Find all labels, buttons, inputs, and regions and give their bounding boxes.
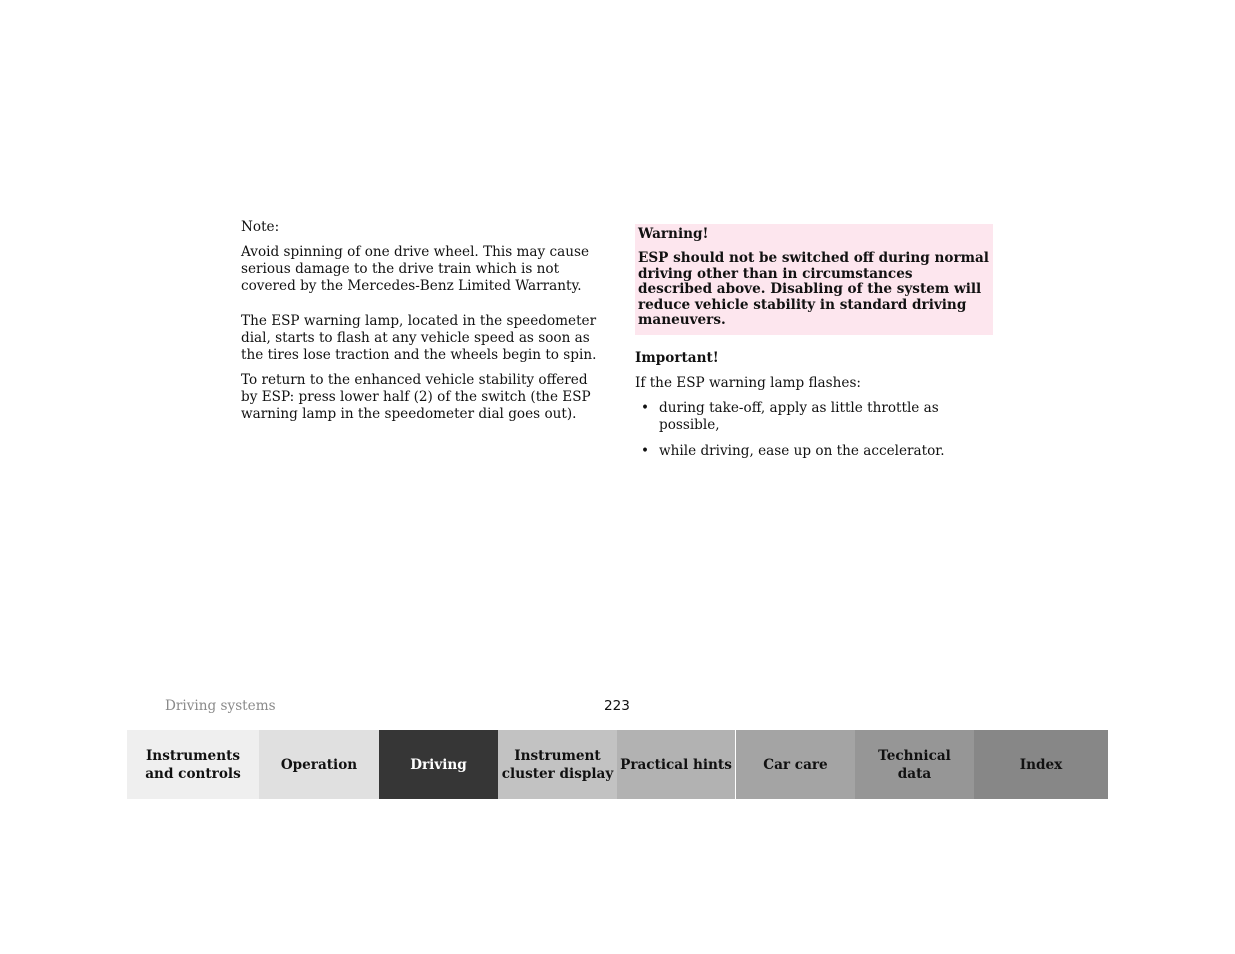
list-item xyxy=(635,443,993,460)
left-column xyxy=(241,219,603,431)
list-item-text: while driving, ease up on the accelerator. xyxy=(659,442,945,459)
page-number: 223 xyxy=(604,698,630,714)
tab-label: Index xyxy=(1019,756,1063,773)
tab-label: Operation xyxy=(280,756,358,773)
tab-driving[interactable] xyxy=(379,730,498,799)
warning-title: Warning! xyxy=(638,226,709,242)
bullet-icon: • xyxy=(641,442,650,459)
tab-label: Car care xyxy=(763,756,828,773)
important-label: Important! xyxy=(635,349,719,366)
chapter-nav xyxy=(127,730,1108,799)
tab-label: Practical hints xyxy=(620,756,732,773)
note-text: Avoid spinning of one drive wheel. This may cause serious damage to the drive train which is not covered by the Mercedes-Benz Limited Warranty. xyxy=(241,244,590,294)
note-label: Note: xyxy=(241,219,280,235)
warning-text: ESP should not be switched off during normal driving other than in circumstances described above. Disabling of the system will reduce vehicle stability in standard driving maneuvers. xyxy=(638,250,989,329)
warning-box xyxy=(635,224,993,335)
tab-instruments-and-controls[interactable] xyxy=(127,730,259,799)
bullet-list xyxy=(635,400,993,460)
return-stability-paragraph: To return to the enhanced vehicle stability offered by ESP: press lower half (2) of the switch (the ESP warning lamp in the speedometer dial goes out). xyxy=(241,372,591,422)
esp-flash-intro: If the ESP warning lamp flashes: xyxy=(635,374,861,391)
tab-car-care[interactable] xyxy=(736,730,855,799)
tab-label: Instruments and controls xyxy=(145,747,241,782)
tab-index[interactable] xyxy=(974,730,1108,799)
tab-instrument-cluster-display[interactable] xyxy=(498,730,617,799)
esp-lamp-paragraph: The ESP warning lamp, located in the speedometer dial, starts to flash at any vehicle speed as soon as the tires lose traction and the wheels begin to spin. xyxy=(241,313,597,363)
tab-practical-hints[interactable] xyxy=(617,730,736,799)
list-item-text: during take-off, apply as little throttle as possible, xyxy=(659,399,939,433)
tab-label: Technical data xyxy=(878,747,951,782)
tab-label: Instrument cluster display xyxy=(501,747,614,782)
tab-label: Driving xyxy=(410,756,467,773)
bullet-icon: • xyxy=(641,399,650,416)
list-item xyxy=(635,400,993,434)
tab-operation[interactable] xyxy=(259,730,379,799)
section-title: Driving systems xyxy=(165,698,276,714)
right-column xyxy=(635,224,993,469)
tab-technical-data[interactable] xyxy=(855,730,974,799)
